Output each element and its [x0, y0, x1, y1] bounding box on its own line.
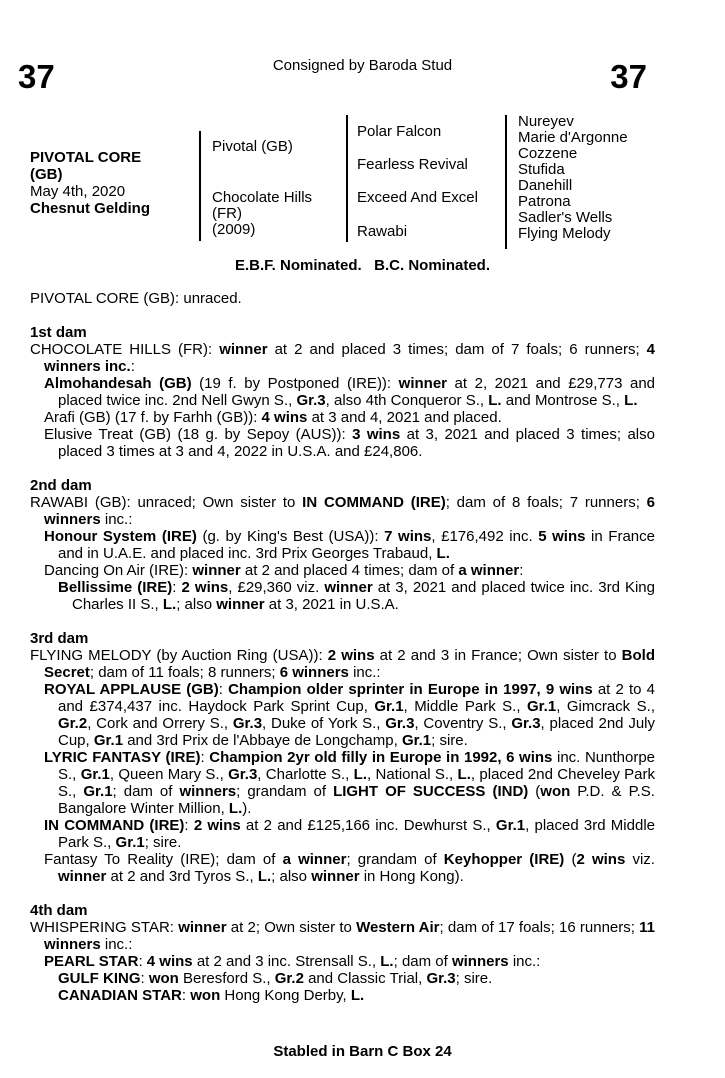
progeny-entry: LYRIC FANTASY (IRE): Champion 2yr old filly in Europe in 1992, 6 wins inc. Nunthorpe S., Gr.1, Queen Mary S., Gr.3, Charlotte S., L., National S., L., placed 2nd Cheveley Park S., Gr.1; dam of winners; grandam of LIGHT OF SUCCESS (IND) (won P.D. & P.S. Bangalore Winter Million, L.). [44, 749, 656, 817]
horse-description: Chesnut Gelding [30, 200, 150, 217]
nominations: E.B.F. Nominated. B.C. Nominated. [234, 257, 491, 274]
foaling-date: May 4th, 2020 [30, 183, 126, 200]
progeny-entry: Honour System (IRE) (g. by King's Best (USA)): 7 wins, £176,492 inc. 5 wins in France and in U.A.E. and placed inc. 3rd Prix Georges Trabaud, L. [44, 528, 655, 562]
pedigree-divider-3 [505, 115, 507, 249]
pedigree-dam: Chocolate Hills (FR) (2009) [212, 189, 313, 238]
pedigree-gen3: Nureyev Marie d'Argonne Cozzene Stufida Danehill Patrona Sadler's Wells Flying Melody [518, 113, 628, 242]
progeny-entry: Arafi (GB) (17 f. by Farhh (GB)): 4 wins at 3 and 4, 2021 and placed. [44, 409, 502, 426]
pedigree-divider-1 [199, 131, 201, 241]
progeny-entry: Dancing On Air (IRE): winner at 2 and placed 4 times; dam of a winner: [44, 562, 524, 579]
first-dam-entry: CHOCOLATE HILLS (FR): winner at 2 and placed 3 times; dam of 7 foals; 6 runners; 4 winners inc.: [30, 341, 655, 375]
intro-line: PIVOTAL CORE (GB): unraced. [30, 290, 242, 307]
pedigree-dam-dam: Rawabi [357, 223, 408, 240]
section-heading-3rd-dam: 3rd dam [30, 630, 89, 647]
section-heading-1st-dam: 1st dam [30, 324, 87, 341]
consignor: Consigned by Baroda Stud [272, 57, 453, 74]
horse-country: (GB) [30, 166, 63, 183]
grand-progeny-entry: Bellissime (IRE): 2 wins, £29,360 viz. winner at 3, 2021 and placed twice inc. 3rd King Charles II S., L.; also winner at 3, 2021 in U.S.A. [58, 579, 655, 613]
horse-name: PIVOTAL CORE [30, 149, 142, 166]
stabling-info: Stabled in Barn C Box 24 [273, 1043, 452, 1060]
pedigree-sire-dam: Fearless Revival [357, 156, 468, 173]
second-dam-entry: RAWABI (GB): unraced; Own sister to IN COMMAND (IRE); dam of 8 foals; 7 runners; 6 winners inc.: [30, 494, 655, 528]
catalogue-body [30, 290, 655, 1004]
progeny-entry: PEARL STAR: 4 wins at 2 and 3 inc. Strensall S., L.; dam of winners inc.: [44, 953, 541, 970]
progeny-entry: Fantasy To Reality (IRE); dam of a winner; grandam of Keyhopper (IRE) (2 wins viz. winner at 2 and 3rd Tyros S., L.; also winner in Hong Kong). [44, 851, 655, 885]
pedigree-divider-2 [346, 115, 348, 242]
section-heading-2nd-dam: 2nd dam [30, 477, 92, 494]
section-heading-4th-dam: 4th dam [30, 902, 88, 919]
lot-number-right: 37 [610, 58, 647, 95]
pedigree-sire: Pivotal (GB) [212, 138, 293, 155]
grand-progeny-entry: CANADIAN STAR: won Hong Kong Derby, L. [58, 987, 365, 1004]
progeny-entry: Almohandesah (GB) (19 f. by Postponed (IRE)): winner at 2, 2021 and £29,773 and placed twice inc. 2nd Nell Gwyn S., Gr.3, also 4th Conqueror S., L. and Montrose S., L. [44, 375, 655, 409]
progeny-entry: Elusive Treat (GB) (18 g. by Sepoy (AUS)): 3 wins at 3, 2021 and placed 3 times; also placed 3 times at 3 and 4, 2022 in U.S.A. and £24,806. [44, 426, 655, 460]
horse-info [30, 149, 150, 217]
grand-progeny-entry: GULF KING: won Beresford S., Gr.2 and Classic Trial, Gr.3; sire. [58, 970, 493, 987]
pedigree-sire-sire: Polar Falcon [357, 123, 442, 140]
progeny-entry: IN COMMAND (IRE): 2 wins at 2 and £125,166 inc. Dewhurst S., Gr.1, placed 3rd Middle Park S., Gr.1; sire. [44, 817, 655, 851]
third-dam-entry: FLYING MELODY (by Auction Ring (USA)): 2 wins at 2 and 3 in France; Own sister to Bold Secret; dam of 11 foals; 8 runners; 6 winners inc.: [30, 647, 655, 681]
progeny-entry: ROYAL APPLAUSE (GB): Champion older sprinter in Europe in 1997, 9 wins at 2 to 4 and £374,437 inc. Haydock Park Sprint Cup, Gr.1, Middle Park S., Gr.1, Gimcrack S., Gr.2, Cork and Orrery S., Gr.3, Duke of York S., Gr.3, Coventry S., Gr.3, placed 2nd July Cup, Gr.1 and 3rd Prix de l'Abbaye de Longchamp, Gr.1; sire. [44, 681, 655, 749]
lot-number-left: 37 [18, 58, 55, 95]
pedigree-dam-sire: Exceed And Excel [357, 189, 478, 206]
fourth-dam-entry: WHISPERING STAR: winner at 2; Own sister to Western Air; dam of 17 foals; 16 runners; 11 winners inc.: [30, 919, 656, 953]
